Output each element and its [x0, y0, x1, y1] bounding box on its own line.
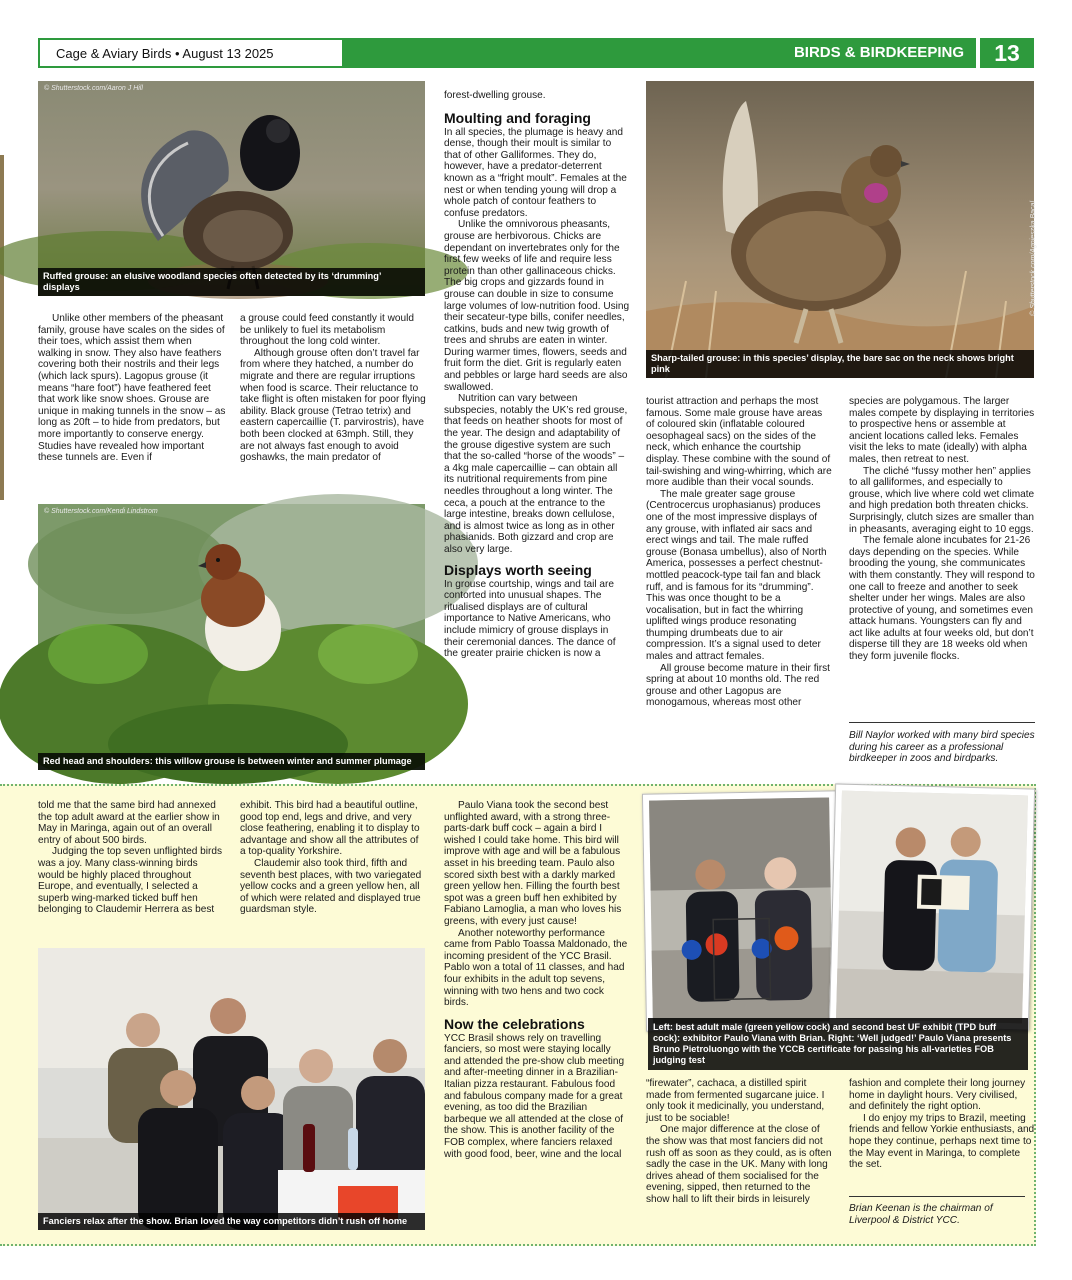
section-banner	[342, 38, 976, 68]
subheading-celebrations: Now the celebrations	[444, 1015, 585, 1032]
paragraph: Unlike other members of the pheasant family, grouse have scales on the sides of their toes, which assist them when walking in snow. They also have feathers covering both their nostrils and their legs (which lack spurs). Lagopus grouse (it means “hare foot”) have feathered feet that work like snow shoes. Grouse are unique in making tunnels in the snow – as long as 20ft – to hide from predators, but more importantly to conserve energy. Studies have revealed how important these tunnels are. Even if	[38, 313, 226, 464]
paragraph: In all species, the plumage is heavy and dense, though their moult is similar to that of other Galliformes. They do, however, have a predator-deterrent known as a “fright moult”. Females at the nest or when tending young will drop a whole patch of contour feathers to confuse predators.	[444, 126, 627, 219]
paragraph: Nutrition can vary between subspecies, notably the UK’s red grouse, that feeds on heather shoots for most of the year. The design and adaptability of the grouse digestive system are such that the so-called “horse of the woods” – a 4kg male capercaillie – can obtain all its nutritional requirements from pine needles throughout a long winter. The ceca, a pouch at the entrance to the large intestine, breaks down cellulose, and is almost twice as long as in other phasianids. Both gizzard and crop are also very large.	[444, 393, 628, 555]
photo-caption: Red head and shoulders: this willow grouse is between winter and summer plumage	[38, 753, 425, 770]
paragraph: Judging the top seven unflighted birds was a joy. Many class-winning birds would be highly placed throughout Europe, and eventually, I selected a superb wing-marked ticked buff hen belonging to Claudemir Herrera as best	[38, 846, 223, 916]
award-presentation-illustration	[649, 797, 833, 1024]
grouse-column-1	[38, 313, 226, 464]
fanciers-group-illustration	[38, 948, 425, 1230]
publication-title: Cage & Aviary Birds • August 13 2025	[56, 46, 274, 61]
photo-credit: © Shutterstock.com/Kendi Lindstrom	[44, 508, 158, 515]
brazil-column-3	[444, 800, 630, 1160]
edge-strip	[0, 155, 4, 500]
brazil-author-bio: Brian Keenan is the chairman of Liverpool & District YCC.	[849, 1203, 993, 1226]
paragraph: Another noteworthy performance came from Pablo Toassa Maldonado, the incoming president of the YCC Brasil. Pablo won a total of 11 classes, and had four exhibits in the adult top sevens, winning with two hens and two cock birds.	[444, 927, 628, 1009]
photo-willow-grouse	[38, 504, 425, 770]
grouse-column-2	[240, 313, 426, 464]
masthead-box	[38, 38, 342, 68]
paragraph: fashion and complete their long journey home in daylight hours. Very civilised, and definitely the right option.	[849, 1078, 1026, 1113]
divider	[849, 1196, 1025, 1197]
photo-credit: © Shutterstock.com/Aaron J Hill	[44, 85, 143, 92]
grouse-author-bio: Bill Naylor worked with many bird species during his career as a professional birdkeeper in zoos and birdparks.	[849, 730, 1035, 765]
grouse-column-4	[646, 396, 832, 709]
paragraph: In grouse courtship, wings and tail are contorted into unusual shapes. The ritualised displays are of cultural importance to Native Americans, who include mimicry of grouse displays in their ceremonial dances. The dance of the greater prairie chicken is now a	[444, 578, 616, 660]
paragraph: a grouse could feed constantly it would be unlikely to fuel its metabolism throughout the long cold winter.	[240, 313, 414, 348]
brazil-column-4	[646, 1078, 832, 1206]
paragraph: “firewater”, cachaca, a distilled spirit made from fermented sugarcane juice. I only took it medicinally, you understand, just to be sociable!	[646, 1078, 825, 1124]
certificate-presentation-illustration	[836, 791, 1028, 1024]
paragraph: All grouse become mature in their first spring at about 10 months old. The red grouse and other Lagopus are monogamous, whereas most other	[646, 662, 830, 709]
paragraph: Although grouse often don’t travel far from where they hatched, a number do migrate and there are regular irruptions when food is scarce. Their reluctance to take flight is often mistaken for poor flying ability. Black grouse (Tetrao tetrix) and eastern capercaillie (T. parvirostris), have both been clocked at 63mph. Still, they are not always fast enough to avoid goshawks, the main predator of	[240, 347, 426, 464]
sharp-tailed-grouse-illustration	[646, 81, 1034, 378]
photo-award-left	[642, 790, 840, 1031]
grouse-column-5	[849, 396, 1035, 663]
photo-credit: © Shutterstock.com/Agnieszka Bacal	[1030, 201, 1037, 316]
subheading-displays: Displays worth seeing	[444, 561, 592, 578]
ruffed-grouse-illustration	[38, 81, 425, 296]
paragraph: I do enjoy my trips to Brazil, meeting friends and fellow Yorkie enthusiasts, and hope they continue, perhaps next time to the May event in Maringa, to complete the set.	[849, 1112, 1035, 1171]
brazil-column-5	[849, 1078, 1035, 1171]
paragraph: Unlike the omnivorous pheasants, grouse are herbivorous. Chicks are dependant on invertebrates only for the first few weeks of life and require less protein than other gallinaceous chicks. The big crops and gizzards found in grouse can double in size to consume large volumes of low-nutrition food. Using their secateur-type bills, conifer needles, catkins, buds and new twig growth of trees and shrubs are eaten in winter. During warmer times, flowers, seeds and fruit form the diet. Grit is regularly eaten and pebbles or large hard seeds are also swallowed.	[444, 219, 630, 393]
photo-award-right	[829, 783, 1035, 1030]
photo-fanciers	[38, 948, 425, 1230]
subheading-moulting: Moulting and foraging	[444, 109, 591, 126]
paragraph: tourist attraction and perhaps the most famous. Some male grouse have areas of coloured skin (inflatable coloured oesophageal sacs) on the sides of the neck, which enhance the courtship display. These combine with the sound of tail-swishing and wing-whirring, which are more audible than their vocal sounds.	[646, 396, 832, 489]
paragraph: The female alone incubates for 21-26 days depending on the species. While brooding the young, she communicates with them constantly. They will respond to one call to freeze and another to seek shelter under her wings. Males are also protective of young, and sometimes even attack humans. Youngsters can fly and act like adults at four weeks old, but don’t disperse till they are 18 weeks old when they form juvenile flocks.	[849, 535, 1035, 663]
award-photos-caption: Left: best adult male (green yellow cock) and second best UF exhibit (TPD buff cock): exhibitor Paulo Viana with Brian. Right: ‘Well judged!’ Paulo Viana presents Bruno Pietroluongo with the YCCB certificate for passing his all-varieties FOB judging test	[648, 1018, 1028, 1070]
page-number: 13	[994, 40, 1020, 66]
paragraph: Claudemir also took third, fifth and seventh best places, with two variegated yellow cocks and a green yellow hen, all of which were related and displayed true guardsman style.	[240, 857, 422, 916]
photo-ruffed-grouse	[38, 81, 425, 296]
divider	[849, 722, 1035, 723]
photo-caption: Sharp-tailed grouse: in this species’ display, the bare sac on the neck shows bright pink	[646, 350, 1034, 378]
paragraph: Paulo Viana took the second best unflighted award, with a strong three-parts-dark buff cock – again a bird I wished I could take home. This bird will improve with age and will be a fabulous asset in his breeding team. Paulo also scored sixth best with a darkly marked green yellow hen. Filling the fourth best spot was a green buff hen exhibited by Fabiano Lamoglia, a man who loves his greens, with every just cause!	[444, 800, 622, 927]
photo-sharp-tailed-grouse	[646, 81, 1037, 378]
paragraph: forest-dwelling grouse.	[444, 90, 546, 101]
brazil-column-1	[38, 800, 226, 916]
brazil-column-2	[240, 800, 426, 916]
section-title: BIRDS & BIRDKEEPING	[793, 44, 964, 61]
photo-caption: Ruffed grouse: an elusive woodland species often detected by its ‘drumming’ displays	[38, 268, 425, 296]
paragraph: One major difference at the close of the show was that most fanciers did not rush off as soon as they could, as is often sadly the case in the UK. Many with long drives ahead of them socialised for the evening, sipped, then returned to the show hall to lift their birds in leisurely	[646, 1124, 832, 1205]
paragraph: The male greater sage grouse (Centrocercus urophasianus) produces one of the most impressive displays of any grouse, with inflated air sacs and erect wings and tail. The male ruffed grouse (Bonasa umbellus), also of North America, possesses a perfect chestnut-mottled peacock-type tail fan and black ruff, and is famous for its “drumming”. This was once thought to be a vocalisation, but in fact the whirring uplifted wings produce resonating thumping drumbeats due to air compression. It’s a signal used to deter males and attract females.	[646, 488, 827, 663]
paragraph: exhibit. This bird had a beautiful outline, good top end, legs and drive, and very close feathering, enabling it to display to advantage and show all the attributes of a top-quality Yorkshire.	[240, 800, 420, 858]
paragraph: YCC Brasil shows rely on travelling fanciers, so most were staying locally and attended the pre-show club meeting and after-meeting dinner in a Brazilian-Italian pizza restaurant. Fabulous food and fabulous company made for a great evening, as too did the Brazilian barbeque we all attended at the close of the show. This is another facility of the FOB complex, where fanciers relaxed with good food, beer, wine and the local	[444, 1032, 625, 1160]
photo-caption: Fanciers relax after the show. Brian loved the way competitors didn’t rush off home	[38, 1213, 425, 1230]
grouse-column-3	[444, 90, 630, 660]
page-number-box	[980, 38, 1034, 68]
paragraph: told me that the same bird had annexed the top adult award at the earlier show in May in Maringa, again out of an overall entry of about 500 birds.	[38, 800, 220, 846]
paragraph: species are polygamous. The larger males compete by displaying in territories to prospective hens or assemble at ancient locations called leks. Females visit the leks to mate (ideally) with alpha males, then retreat to nest.	[849, 396, 1035, 465]
willow-grouse-illustration	[38, 504, 425, 770]
paragraph: The cliché “fussy mother hen” applies to all galliformes, and especially to grouse, which live where cold wet climate and high predation both threaten chicks. Surprisingly, clutch sizes are smaller than in pheasants, averaging eight to 10 eggs.	[849, 465, 1035, 535]
